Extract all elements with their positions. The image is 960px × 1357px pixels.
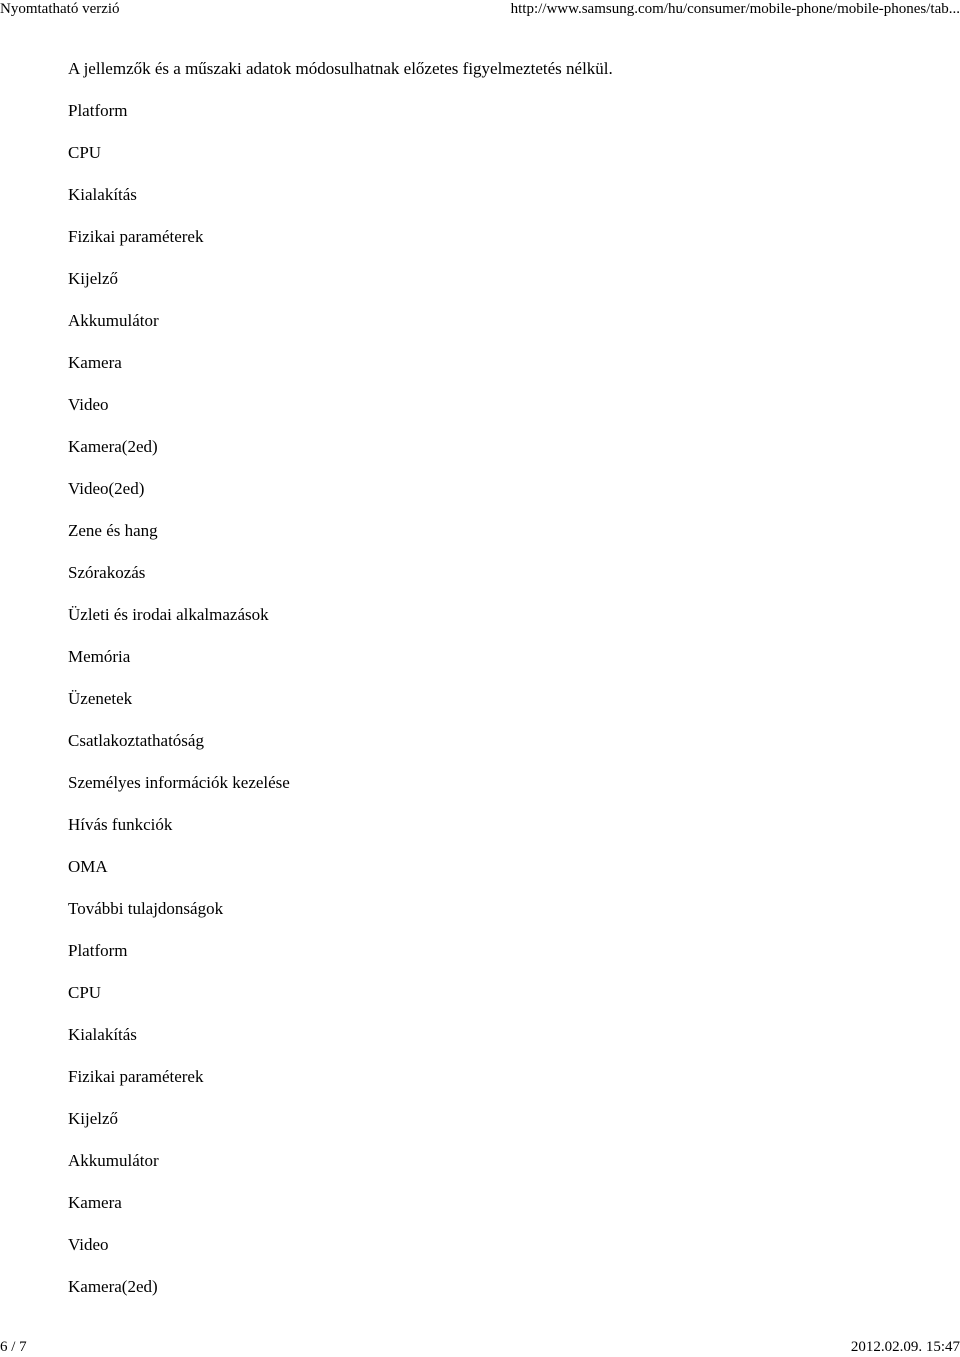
page-footer: [0, 1338, 960, 1357]
spec-item: Akkumulátor: [68, 311, 159, 330]
spec-item: Fizikai paraméterek: [68, 1067, 204, 1086]
spec-item: Kamera(2ed): [68, 1277, 158, 1296]
spec-item: További tulajdonságok: [68, 899, 224, 918]
spec-item: Üzleti és irodai alkalmazások: [68, 605, 269, 624]
spec-item: Kamera: [68, 1193, 122, 1212]
spec-item: Fizikai paraméterek: [68, 227, 204, 246]
page-header: [0, 0, 960, 20]
spec-item: Kamera: [68, 353, 122, 372]
spec-item: OMA: [68, 857, 108, 876]
spec-item: Személyes információk kezelése: [68, 773, 290, 792]
spec-item: Zene és hang: [68, 521, 158, 540]
spec-item: Video: [68, 395, 109, 414]
spec-item: Kijelző: [68, 1109, 119, 1128]
spec-item: Szórakozás: [68, 563, 146, 582]
print-datetime: 2012.02.09. 15:47: [850, 1339, 960, 1355]
spec-category-list: [68, 101, 290, 1319]
spec-item: Platform: [68, 941, 128, 960]
spec-item: Kamera(2ed): [68, 437, 158, 456]
page-url: http://www.samsung.com/hu/consumer/mobile-phone/mobile-phones/tab...: [510, 1, 960, 17]
spec-item: Platform: [68, 101, 128, 120]
print-version-title: Nyomtatható verzió: [0, 1, 120, 17]
spec-item: Kialakítás: [68, 185, 137, 204]
spec-item: Memória: [68, 647, 131, 666]
spec-item: Kijelző: [68, 269, 119, 288]
spec-item: Kialakítás: [68, 1025, 137, 1044]
spec-item: Hívás funkciók: [68, 815, 173, 834]
spec-item: Üzenetek: [68, 689, 133, 708]
spec-item: Video: [68, 1235, 109, 1254]
spec-item: Csatlakoztathatóság: [68, 731, 204, 750]
page-number: 6 / 7: [0, 1339, 27, 1355]
spec-item: CPU: [68, 983, 102, 1002]
disclaimer-notice: A jellemzők és a műszaki adatok módosulhatnak előzetes figyelmeztetés nélkül.: [68, 59, 613, 78]
spec-item: Video(2ed): [68, 479, 145, 498]
spec-item: Akkumulátor: [68, 1151, 159, 1170]
spec-item: CPU: [68, 143, 102, 162]
